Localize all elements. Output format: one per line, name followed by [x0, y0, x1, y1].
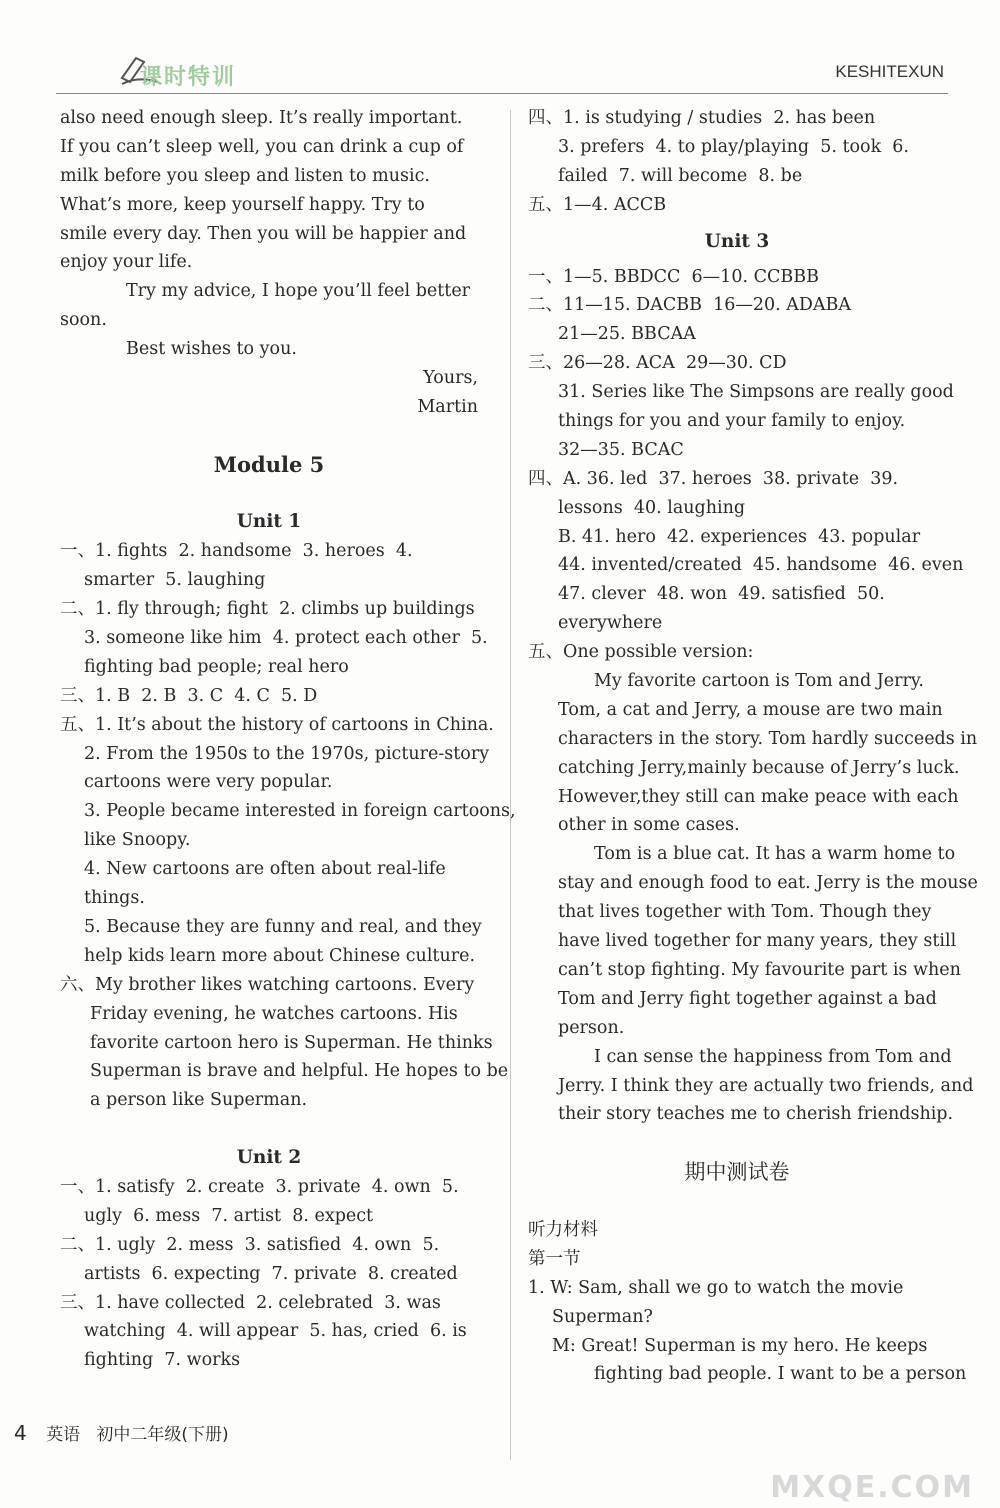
right-column: [528, 104, 978, 1389]
text-line: can’t stop fighting. My favourite part is when: [558, 959, 961, 980]
text-line: 三、26—28. ACA 29—30. CD: [528, 353, 787, 374]
text-line: Tom, a cat and Jerry, a mouse are two main: [558, 699, 943, 720]
header-divider: [56, 93, 948, 94]
text-line: catching Jerry,mainly because of Jerry’s luck.: [558, 757, 960, 778]
text-line: Tom and Jerry fight together against a bad: [558, 988, 937, 1009]
text-line: [60, 1115, 478, 1144]
text-line: characters in the story. Tom hardly succeeds in: [558, 728, 978, 749]
text-line: 5. Because they are funny and real, and they: [84, 916, 482, 937]
text-line: enjoy your life.: [60, 252, 193, 273]
text-line: smarter 5. laughing: [84, 570, 266, 591]
text-line: Jerry. I think they are actually two friends, and: [558, 1075, 974, 1096]
text-line: 三、1. have collected 2. celebrated 3. was: [60, 1292, 441, 1313]
text-line: watching 4. will appear 5. has, cried 6. is: [84, 1321, 467, 1342]
page-footer: [14, 1420, 229, 1445]
text-line: 二、11—15. DACBB 16—20. ADABA: [528, 295, 852, 316]
page-number: 4: [14, 1421, 27, 1445]
text-line: 二、1. ugly 2. mess 3. satisfied 4. own 5.: [60, 1234, 440, 1255]
text-line: things for you and your family to enjoy.: [558, 411, 906, 432]
text-line: also need enough sleep. It’s really important.: [60, 108, 463, 128]
text-line: Module 5: [213, 451, 325, 477]
text-line: 44. invented/created 45. handsome 46. even: [558, 555, 964, 576]
text-line: like Snoopy.: [84, 830, 191, 851]
footer-grade: 初中二年级(下册): [96, 1425, 229, 1445]
text-line: person.: [558, 1017, 625, 1038]
text-line: 21—25. BBCAA: [558, 324, 696, 345]
text-line: 六、My brother likes watching cartoons. Every: [60, 974, 475, 995]
text-line: 五、1—4. ACCB: [528, 194, 667, 215]
text-line: stay and enough food to eat. Jerry is the mouse: [558, 873, 978, 894]
footer-subject: 英语: [46, 1425, 81, 1445]
text-line: things.: [84, 888, 145, 909]
text-line: [528, 1129, 946, 1158]
text-line: 一、1. satisfy 2. create 3. private 4. own 5.: [60, 1176, 459, 1197]
text-line: their story teaches me to cherish friendship.: [558, 1104, 954, 1125]
text-line: 五、One possible version:: [528, 642, 754, 663]
text-line: 第一节: [528, 1248, 581, 1269]
text-line: have lived together for many years, they still: [558, 931, 957, 952]
text-line: favorite cartoon hero is Superman. He thinks: [90, 1032, 493, 1053]
text-line: Unit 2: [236, 1147, 302, 1169]
text-line: 期中测试卷: [684, 1160, 790, 1185]
watermark-logo: MXQE.COM: [770, 1470, 974, 1505]
text-line: 31. Series like The Simpsons are really good: [558, 382, 954, 403]
text-line: lessons 40. laughing: [558, 497, 746, 518]
text-line: Best wishes to you.: [126, 339, 297, 360]
text-line: M: Great! Superman is my hero. He keeps: [552, 1335, 928, 1356]
column-divider: [510, 110, 511, 1460]
text-line: [528, 1187, 946, 1216]
text-line: Martin: [417, 396, 478, 417]
text-line: failed 7. will become 8. be: [558, 165, 803, 186]
text-line: 听力材料: [528, 1219, 598, 1240]
text-line: everywhere: [558, 613, 663, 634]
text-line: If you can’t sleep well, you can drink a cup of: [60, 136, 464, 157]
text-line: Unit 3: [704, 230, 770, 252]
text-line: fighting 7. works: [84, 1350, 241, 1371]
text-line: Tom is a blue cat. It has a warm home to: [594, 844, 956, 865]
text-line: ugly 6. mess 7. artist 8. expect: [84, 1205, 374, 1226]
text-line: Superman is brave and helpful. He hopes to be: [90, 1061, 509, 1082]
text-line: 四、1. is studying / studies 2. has been: [528, 108, 876, 128]
text-line: 4. New cartoons are often about real-life: [84, 859, 446, 880]
text-line: Try my advice, I hope you’ll feel better: [126, 281, 471, 302]
text-line: that lives together with Tom. Though they: [558, 902, 932, 923]
left-column: [60, 104, 516, 1375]
text-line: [60, 480, 478, 509]
text-line: help kids learn more about Chinese culture.: [84, 945, 476, 966]
text-line: 1. W: Sam, shall we go to watch the movie: [528, 1277, 904, 1298]
text-line: B. 41. hero 42. experiences 43. popular: [558, 526, 921, 547]
text-line: soon.: [60, 310, 107, 331]
text-line: 三、1. B 2. B 3. C 4. C 5. D: [60, 685, 318, 706]
text-line: 47. clever 48. won 49. satisfied 50.: [558, 584, 885, 605]
text-line: fighting bad people; real hero: [84, 656, 349, 677]
text-line: cartoons were very popular.: [84, 772, 333, 793]
text-line: Yours,: [423, 368, 478, 389]
text-line: My favorite cartoon is Tom and Jerry.: [594, 671, 924, 692]
text-line: other in some cases.: [558, 815, 740, 836]
text-line: 四、A. 36. led 37. heroes 38. private 39.: [528, 468, 899, 489]
text-line: 一、1. fights 2. handsome 3. heroes 4.: [60, 541, 413, 562]
text-line: artists 6. expecting 7. private 8. created: [84, 1263, 458, 1284]
text-line: [60, 422, 478, 451]
text-line: smile every day. Then you will be happier and: [60, 223, 467, 244]
text-line: fighting bad people. I want to be a person: [594, 1364, 967, 1385]
text-line: 2. From the 1950s to the 1970s, picture-story: [84, 743, 490, 764]
text-line: 一、1—5. BBDCC 6—10. CCBBB: [528, 266, 819, 287]
text-line: However,they still can make peace with each: [558, 786, 959, 807]
text-line: 3. prefers 4. to play/playing 5. took 6.: [558, 136, 909, 157]
text-line: Unit 1: [236, 511, 302, 533]
text-line: milk before you sleep and listen to music.: [60, 165, 430, 186]
header-series-name: KESHITEXUN: [835, 62, 944, 81]
text-line: I can sense the happiness from Tom and: [594, 1046, 952, 1067]
text-line: Superman?: [552, 1306, 653, 1327]
text-line: a person like Superman.: [90, 1090, 308, 1111]
text-line: 五、1. It’s about the history of cartoons in China.: [60, 714, 494, 735]
brand-logo-text: 课时特训: [140, 65, 237, 90]
text-line: Friday evening, he watches cartoons. His: [90, 1003, 458, 1024]
text-line: 3. People became interested in foreign cartoons,: [84, 801, 516, 822]
text-line: 32—35. BCAC: [558, 439, 684, 460]
text-line: 3. someone like him 4. protect each other 5.: [84, 628, 488, 649]
text-line: 二、1. fly through; fight 2. climbs up buildings: [60, 599, 475, 620]
text-line: What’s more, keep yourself happy. Try to: [60, 194, 425, 215]
